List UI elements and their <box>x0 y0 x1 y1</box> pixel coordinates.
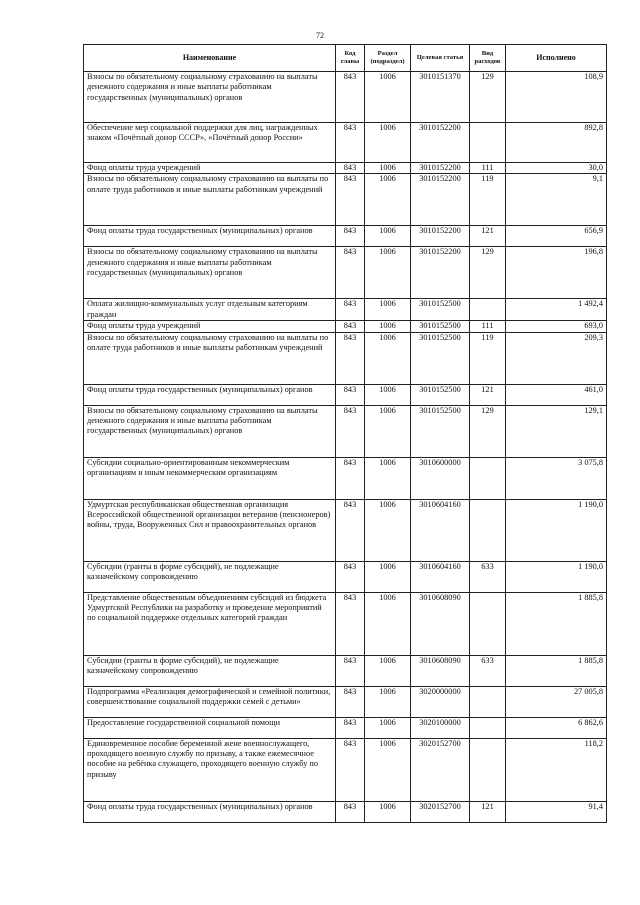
cell-section: 1006 <box>365 592 411 655</box>
cell-section: 1006 <box>365 738 411 801</box>
cell-name: Предоставление государственной социальной помощи <box>84 717 336 738</box>
cell-section: 1006 <box>365 321 411 332</box>
cell-chapter-code: 843 <box>336 655 365 686</box>
table-row <box>84 686 607 717</box>
cell-executed: 892,8 <box>506 123 607 163</box>
page-number: 72 <box>316 31 324 40</box>
cell-name: Обеспечение мер социальной поддержки для лиц, награжденных знаком «Почётный донор СССР», «Почётный донор России» <box>84 123 336 163</box>
cell-section: 1006 <box>365 384 411 405</box>
cell-target-item: 3010152500 <box>411 405 470 457</box>
table-row <box>84 72 607 123</box>
cell-chapter-code: 843 <box>336 299 365 321</box>
cell-chapter-code: 843 <box>336 686 365 717</box>
cell-name: Взносы по обязательному социальному страхованию на выплаты денежного содержания и иные выплаты работникам государственных (муниципальных) органов <box>84 405 336 457</box>
cell-executed: 9,1 <box>506 174 607 226</box>
cell-target-item: 3010152500 <box>411 299 470 321</box>
cell-section: 1006 <box>365 717 411 738</box>
table-row <box>84 561 607 592</box>
cell-name: Фонд оплаты труда государственных (муниципальных) органов <box>84 384 336 405</box>
cell-expense-type: 633 <box>470 655 506 686</box>
header-expense-type: Вид расходов <box>470 45 506 72</box>
table-row <box>84 226 607 247</box>
cell-expense-type <box>470 686 506 717</box>
cell-chapter-code: 843 <box>336 123 365 163</box>
cell-chapter-code: 843 <box>336 499 365 561</box>
cell-executed: 129,1 <box>506 405 607 457</box>
cell-expense-type: 119 <box>470 332 506 384</box>
cell-section: 1006 <box>365 123 411 163</box>
budget-execution-table <box>83 44 607 823</box>
cell-name: Взносы по обязательному социальному страхованию на выплаты по оплате труда работников и иные выплаты работникам учреждений <box>84 332 336 384</box>
cell-section: 1006 <box>365 405 411 457</box>
cell-target-item: 3020152700 <box>411 801 470 822</box>
cell-section: 1006 <box>365 174 411 226</box>
cell-expense-type: 129 <box>470 72 506 123</box>
cell-target-item: 3010152500 <box>411 332 470 384</box>
cell-executed: 1 885,8 <box>506 655 607 686</box>
cell-executed: 30,0 <box>506 163 607 174</box>
cell-name: Единовременное пособие беременной жене военнослужащего, проходящего военную службу по призыву, а также ежемесячное пособие на ребёнка служащего, проходящего военную службу по призыву <box>84 738 336 801</box>
cell-chapter-code: 843 <box>336 592 365 655</box>
header-chapter-code: Код главы <box>336 45 365 72</box>
cell-chapter-code: 843 <box>336 457 365 499</box>
table-row <box>84 299 607 321</box>
table-row <box>84 405 607 457</box>
cell-executed: 656,9 <box>506 226 607 247</box>
cell-target-item: 3010152200 <box>411 174 470 226</box>
cell-section: 1006 <box>365 457 411 499</box>
cell-name: Фонд оплаты труда государственных (муниципальных) органов <box>84 226 336 247</box>
cell-chapter-code: 843 <box>336 738 365 801</box>
table-row <box>84 321 607 332</box>
cell-target-item: 3010604160 <box>411 561 470 592</box>
cell-expense-type: 121 <box>470 384 506 405</box>
cell-target-item: 3010604160 <box>411 499 470 561</box>
cell-executed: 1 885,8 <box>506 592 607 655</box>
cell-section: 1006 <box>365 655 411 686</box>
cell-chapter-code: 843 <box>336 72 365 123</box>
cell-executed: 3 075,8 <box>506 457 607 499</box>
cell-executed: 693,0 <box>506 321 607 332</box>
table-row <box>84 592 607 655</box>
cell-expense-type: 119 <box>470 174 506 226</box>
header-executed: Исполнено <box>506 45 607 72</box>
table-header-row <box>84 45 607 72</box>
cell-expense-type: 121 <box>470 226 506 247</box>
cell-target-item: 3010152200 <box>411 163 470 174</box>
table-row <box>84 457 607 499</box>
header-target-item: Целевая статья <box>411 45 470 72</box>
cell-target-item: 3010608090 <box>411 592 470 655</box>
cell-name: Удмуртская республиканская общественная организация Всероссийской общественной организации ветеранов (пенсионеров) войны, труда, Вооруженных Сил и правоохранительных органов <box>84 499 336 561</box>
cell-chapter-code: 843 <box>336 717 365 738</box>
cell-chapter-code: 843 <box>336 226 365 247</box>
table-body <box>84 72 607 823</box>
cell-chapter-code: 843 <box>336 321 365 332</box>
cell-expense-type: 111 <box>470 163 506 174</box>
cell-name: Субсидии социально-ориентированным некоммерческим организациям и иным некоммерческим организациям <box>84 457 336 499</box>
cell-target-item: 3020000000 <box>411 686 470 717</box>
cell-name: Взносы по обязательному социальному страхованию на выплаты денежного содержания и иные выплаты работникам государственных (муниципальных) органов <box>84 72 336 123</box>
cell-target-item: 3010151370 <box>411 72 470 123</box>
cell-expense-type: 121 <box>470 801 506 822</box>
cell-chapter-code: 843 <box>336 801 365 822</box>
cell-executed: 118,2 <box>506 738 607 801</box>
cell-executed: 1 190,0 <box>506 561 607 592</box>
cell-section: 1006 <box>365 561 411 592</box>
cell-expense-type <box>470 499 506 561</box>
cell-name: Фонд оплаты труда учреждений <box>84 163 336 174</box>
cell-name: Подпрограмма «Реализация демографической и семейной политики, совершенствование социальной поддержки семей с детьми» <box>84 686 336 717</box>
cell-expense-type <box>470 717 506 738</box>
cell-section: 1006 <box>365 686 411 717</box>
cell-section: 1006 <box>365 499 411 561</box>
cell-target-item: 3010152500 <box>411 321 470 332</box>
cell-section: 1006 <box>365 332 411 384</box>
table-row <box>84 123 607 163</box>
cell-chapter-code: 843 <box>336 247 365 299</box>
cell-executed: 108,9 <box>506 72 607 123</box>
cell-section: 1006 <box>365 226 411 247</box>
cell-expense-type: 129 <box>470 247 506 299</box>
table-row <box>84 801 607 822</box>
cell-target-item: 3010152200 <box>411 226 470 247</box>
cell-executed: 196,8 <box>506 247 607 299</box>
cell-name: Взносы по обязательному социальному страхованию на выплаты по оплате труда работников и иные выплаты работникам учреждений <box>84 174 336 226</box>
cell-name: Субсидии (гранты в форме субсидий), не подлежащие казначейскому сопровождению <box>84 655 336 686</box>
cell-executed: 6 862,6 <box>506 717 607 738</box>
cell-target-item: 3010152200 <box>411 247 470 299</box>
cell-target-item: 3010608090 <box>411 655 470 686</box>
cell-executed: 27 005,8 <box>506 686 607 717</box>
cell-chapter-code: 843 <box>336 405 365 457</box>
cell-target-item: 3010152200 <box>411 123 470 163</box>
cell-expense-type <box>470 457 506 499</box>
cell-expense-type <box>470 123 506 163</box>
cell-chapter-code: 843 <box>336 163 365 174</box>
cell-section: 1006 <box>365 247 411 299</box>
table-row <box>84 163 607 174</box>
cell-executed: 461,0 <box>506 384 607 405</box>
cell-name: Субсидии (гранты в форме субсидий), не подлежащие казначейскому сопровождению <box>84 561 336 592</box>
cell-expense-type <box>470 592 506 655</box>
header-name: Наименование <box>84 45 336 72</box>
table-row <box>84 738 607 801</box>
cell-chapter-code: 843 <box>336 332 365 384</box>
header-section: Раздел (подраздел) <box>365 45 411 72</box>
cell-executed: 91,4 <box>506 801 607 822</box>
table-row <box>84 655 607 686</box>
table-row <box>84 499 607 561</box>
cell-target-item: 3010600000 <box>411 457 470 499</box>
cell-section: 1006 <box>365 801 411 822</box>
cell-section: 1006 <box>365 72 411 123</box>
cell-executed: 209,3 <box>506 332 607 384</box>
cell-target-item: 3010152500 <box>411 384 470 405</box>
cell-expense-type <box>470 299 506 321</box>
cell-executed: 1 190,0 <box>506 499 607 561</box>
cell-expense-type: 111 <box>470 321 506 332</box>
cell-chapter-code: 843 <box>336 174 365 226</box>
cell-target-item: 3020100000 <box>411 717 470 738</box>
table-row <box>84 174 607 226</box>
cell-chapter-code: 843 <box>336 561 365 592</box>
cell-section: 1006 <box>365 299 411 321</box>
table-row <box>84 717 607 738</box>
cell-section: 1006 <box>365 163 411 174</box>
cell-expense-type: 633 <box>470 561 506 592</box>
table-row <box>84 247 607 299</box>
cell-name: Оплата жилищно-коммунальных услуг отдельным категориям граждан <box>84 299 336 321</box>
cell-name: Фонд оплаты труда учреждений <box>84 321 336 332</box>
cell-name: Представление общественным объединениям субсидий из бюджета Удмуртской Республики на разработку и проведение мероприятий по социальной поддержке отдельных категорий граждан <box>84 592 336 655</box>
cell-target-item: 3020152700 <box>411 738 470 801</box>
table-row <box>84 332 607 384</box>
table-row <box>84 384 607 405</box>
cell-expense-type <box>470 738 506 801</box>
cell-executed: 1 492,4 <box>506 299 607 321</box>
cell-name: Фонд оплаты труда государственных (муниципальных) органов <box>84 801 336 822</box>
cell-name: Взносы по обязательному социальному страхованию на выплаты денежного содержания и иные выплаты работникам государственных (муниципальных) органов <box>84 247 336 299</box>
cell-chapter-code: 843 <box>336 384 365 405</box>
cell-expense-type: 129 <box>470 405 506 457</box>
